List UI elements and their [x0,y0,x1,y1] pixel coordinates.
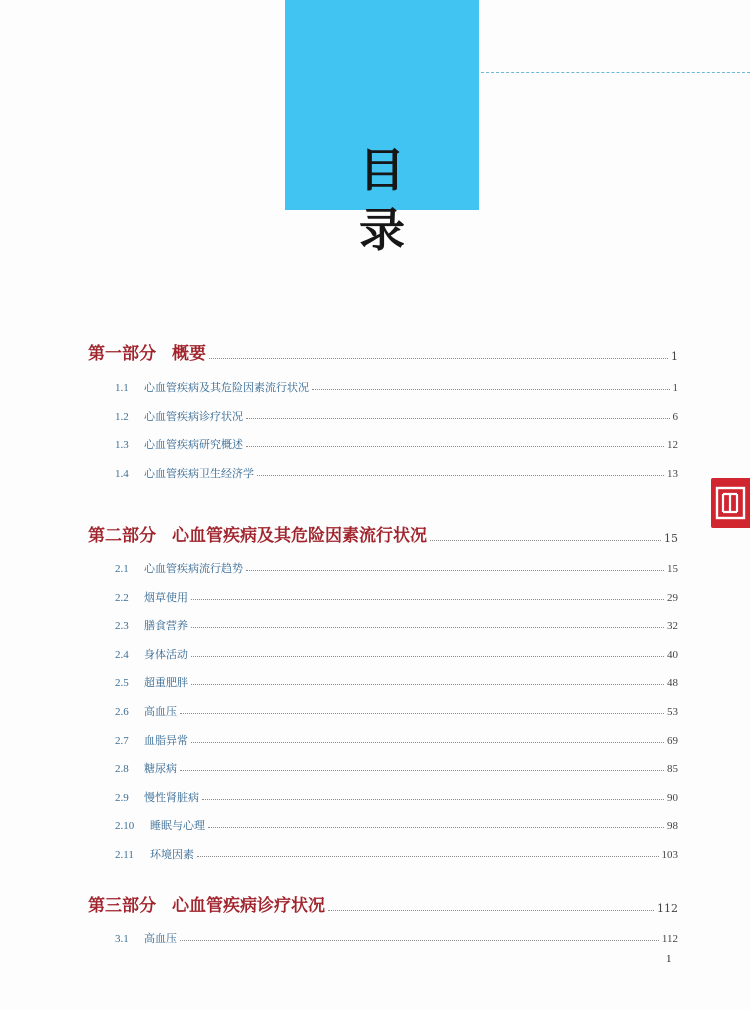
dot-leader [191,656,664,657]
toc-entry-row[interactable] [115,844,678,862]
toc-part-page: 1 [671,350,678,363]
dot-leader [202,799,664,800]
toc-entry-number: 1.2 [115,410,129,423]
toc-entry-page: 6 [672,410,678,423]
toc-entry-title: 心血管疾病及其危险因素流行状况 [144,381,309,394]
dot-leader [246,418,670,419]
toc-entry-row[interactable] [115,587,678,605]
toc-entry-number: 2.10 [115,820,135,833]
toc-entry-title: 心血管疾病流行趋势 [144,562,243,575]
toc-entry-page: 53 [667,706,678,718]
toc-entry-number: 2.2 [115,591,129,604]
dot-leader [180,940,659,941]
toc-entry-title: 心血管疾病诊疗状况 [144,409,243,423]
dot-leader [430,540,661,541]
toc-entry-row[interactable] [115,644,678,662]
toc-entry-number: 1.1 [115,382,129,394]
toc-part-number: 第三部分 [88,896,156,916]
page-title: 目 录 [359,143,441,257]
toc-part-row[interactable] [88,522,678,546]
toc-entry-number: 2.8 [115,763,129,776]
dot-leader [191,684,664,685]
toc-entry-title: 糖尿病 [144,762,177,776]
toc-entry-row[interactable] [115,463,678,481]
toc-part-number: 第二部分 [88,526,156,546]
toc-part-page: 112 [657,902,678,915]
toc-entry-title: 烟草使用 [144,590,188,604]
toc-part-title [88,896,325,916]
toc-entry-page: 15 [667,563,678,575]
toc-entry-number: 1.3 [115,439,129,452]
toc-entry-title: 身体活动 [144,647,188,661]
toc-part-title [88,344,206,364]
toc-entry-page: 40 [667,648,678,661]
toc-entry-title: 血脂异常 [144,733,188,747]
toc-entry-number: 1.4 [115,467,129,480]
toc-entry-row[interactable] [115,928,678,946]
toc-entry-row[interactable] [115,672,678,690]
toc-entry-row[interactable] [115,377,678,395]
toc-entry-title: 膳食营养 [144,619,188,633]
toc-entry-title: 高血压 [144,705,177,718]
toc-entry-title: 心血管疾病卫生经济学 [144,466,254,480]
toc-entry-page: 112 [661,933,678,945]
toc-part-row[interactable] [88,892,678,916]
toc-entry-page: 29 [667,591,678,604]
dot-leader [180,770,664,771]
dot-leader [312,389,670,390]
toc-entry-row[interactable] [115,615,678,633]
toc-entry-title: 环境因素 [150,848,194,861]
toc-part-label: 概要 [172,344,206,364]
toc-entry-page: 69 [667,734,678,747]
toc-entry-number: 3.1 [115,933,129,945]
toc-entry-page: 90 [667,791,678,804]
toc-entry-page: 13 [667,467,678,480]
toc-part-title [88,526,427,546]
toc-part-label: 心血管疾病诊疗状况 [172,896,325,916]
toc-entry-number: 2.1 [115,563,129,575]
dot-leader [246,570,664,571]
toc-entry-title: 慢性肾脏病 [144,790,199,804]
toc-entry-page: 12 [667,439,678,452]
toc-part-row[interactable] [88,340,678,364]
toc-entry-row[interactable] [115,701,678,719]
toc-entry-row[interactable] [115,758,678,776]
toc-entry-number: 2.9 [115,791,129,804]
toc-entry-page: 32 [667,620,678,633]
dot-leader [191,742,664,743]
toc-part-label: 心血管疾病及其危险因素流行状况 [172,526,427,546]
toc-part-page: 15 [664,532,678,545]
dot-leader [246,446,664,447]
toc-entry-row[interactable] [115,815,678,833]
toc-entry-title: 睡眠与心理 [150,819,205,833]
toc-entry-page: 85 [667,763,678,776]
toc-entry-row[interactable] [115,558,678,576]
toc-part-number: 第一部分 [88,344,156,364]
dot-leader [180,713,664,714]
toc-entry-number: 2.3 [115,620,129,633]
page-number: 1 [666,953,672,965]
toc-entry-row[interactable] [115,434,678,452]
toc-entry-page: 48 [667,677,678,690]
toc-entry-number: 2.5 [115,677,129,690]
toc-entry-row[interactable] [115,406,678,424]
dot-leader [208,827,664,828]
toc-entry-page: 98 [667,820,678,833]
dot-leader [328,910,654,911]
toc-entry-number: 2.11 [115,849,134,861]
toc-entry-number: 2.7 [115,734,129,747]
toc-entry-page: 1 [672,382,678,394]
dot-leader [191,627,664,628]
toc-entry-number: 2.6 [115,706,129,718]
toc-entry-row[interactable] [115,730,678,748]
toc-entry-number: 2.4 [115,648,129,661]
toc-entry-row[interactable] [115,787,678,805]
toc-entry-title: 超重肥胖 [144,676,188,690]
dot-leader [209,358,668,359]
toc-entry-title: 心血管疾病研究概述 [144,438,243,452]
toc-entry-page: 103 [661,849,678,861]
dot-leader [191,599,664,600]
dot-leader [257,475,664,476]
dot-leader [197,856,659,857]
toc-entry-title: 高血压 [144,932,177,945]
